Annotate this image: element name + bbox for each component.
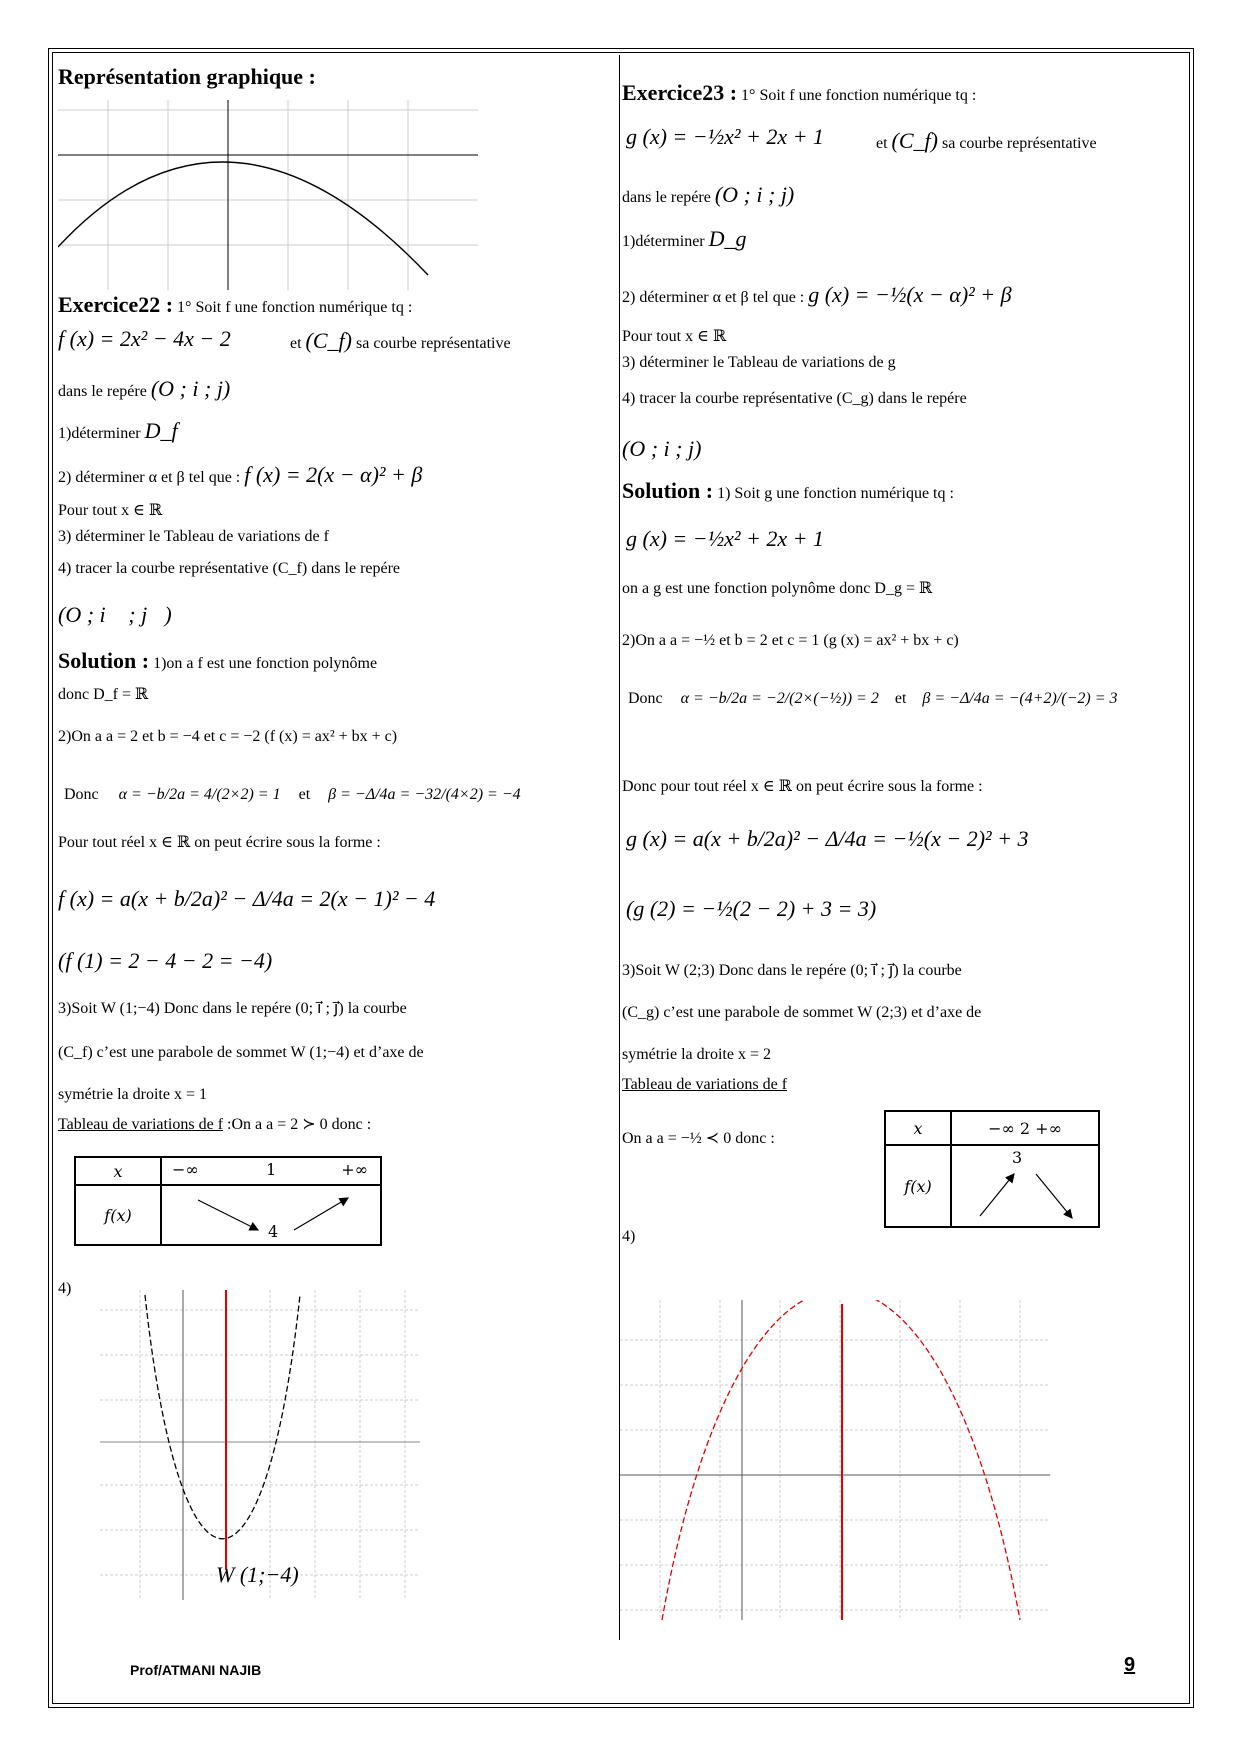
footer-author: Prof/ATMANI NAJIB: [130, 1662, 262, 1678]
ex22-q3: 3) déterminer le Tableau de variations de f: [58, 528, 329, 545]
ex22-function: f (x) = 2x² − 4x − 2: [58, 326, 231, 351]
ex23-q2-expr: g (x) = −½(x − α)² + β: [808, 282, 1012, 307]
ex22-q4-repere: (O ; i⃗ ; j⃗): [58, 602, 172, 627]
ex22-solution-1b: donc D_f = ℝ: [58, 686, 149, 703]
ex23-solution-donc: Donc: [628, 690, 663, 707]
ex23-solution-3a: 3)Soit W (2;3) Donc dans le repére (0; i⃗ ; j⃗) la courbe: [622, 962, 962, 979]
ex22-solution-1: 1)on a f est une fonction polynôme: [153, 655, 378, 672]
ex22-solution-donc: Donc: [64, 786, 99, 803]
ex23-title: Exercice23 :: [622, 80, 738, 105]
ex22-solution-check: (f (1) = 2 − 4 − 2 = −4): [58, 948, 273, 973]
ex23-solution-title: Solution :: [622, 478, 714, 503]
ex23-q1: 1)déterminer: [622, 233, 705, 250]
ex22-solution-2: 2)On a a = 2 et b = −4 et c = −2 (f (x) = ax² + bx + c): [58, 728, 398, 745]
ex23-intro: 1° Soit f une fonction numérique tq :: [741, 87, 977, 104]
ex23-solution-1: 1) Soit g une fonction numérique tq :: [717, 485, 954, 502]
ex22-table-mid: 1: [266, 1160, 277, 1179]
ex23-solution-et: et: [894, 690, 907, 707]
ex22-et: et: [290, 335, 302, 352]
ex22-intro: 1° Soit f une fonction numérique tq :: [177, 299, 413, 316]
ex22-solution-beta: β = −Δ/4a = −32/(4×2) = −4: [328, 786, 521, 803]
ex23-solution-3c: symétrie la droite x = 2: [622, 1046, 771, 1063]
graph-heading: Représentation graphique :: [58, 64, 316, 89]
ex22-parabola-graph: [100, 1290, 420, 1600]
ex22-curve-symbol: (C_f): [305, 328, 352, 353]
ex22-q4: 4) tracer la courbe représentative (C_f) dans le repére: [58, 560, 401, 577]
ex23-function: g (x) = −½x² + 2x + 1: [626, 124, 824, 149]
intro-parabola-graph: [58, 100, 478, 290]
ex23-q1-symbol: D_g: [708, 226, 747, 251]
ex23-solution-1g: g (x) = −½x² + 2x + 1: [626, 526, 824, 551]
ex22-repere-symbol: (O ; i ; j): [150, 376, 231, 401]
ex23-solution-canonical: g (x) = a(x + b/2a)² − Δ/4a = −½(x − 2)² + 3: [626, 826, 1029, 851]
ex22-solution-3a: 3)Soit W (1;−4) Donc dans le repére (0; i⃗ ; j⃗) la courbe: [58, 1000, 407, 1017]
ex22-title: Exercice22 :: [58, 292, 174, 317]
ex22-q1-symbol: D_f: [144, 418, 178, 443]
ex23-repere-text: dans le repére: [622, 189, 711, 206]
ex22-sa-courbe: sa courbe représentative: [356, 335, 511, 352]
ex23-q3: 3) déterminer le Tableau de variations de g: [622, 354, 896, 371]
ex22-variation-table: [74, 1156, 382, 1246]
ex23-q4-repere: (O ; i ; j): [622, 436, 702, 461]
ex22-table-fx: f(x): [75, 1185, 161, 1245]
footer-page-number: 9: [1124, 1654, 1136, 1676]
ex23-q2: 2) déterminer α et β tel que :: [622, 289, 805, 306]
ex22-q4-label: 4): [58, 1280, 72, 1297]
ex22-solution-et: et: [298, 786, 311, 803]
ex22-table-min-value: 4: [268, 1222, 279, 1241]
ex22-table-plus-inf: +∞: [341, 1160, 368, 1179]
ex22-solution-canonical: f (x) = a(x + b/2a)² − Δ/4a = 2(x − 1)² − 4: [58, 886, 436, 911]
ex22-solution-3b: (C_f) c’est une parabole de sommet W (1;−4) et d’axe de: [58, 1044, 424, 1061]
ex22-vertex-label: W (1;−4): [216, 1562, 299, 1587]
ex23-et: et: [876, 135, 888, 152]
ex23-variation-table: [884, 1110, 1100, 1228]
ex22-repere-text: dans le repére: [58, 383, 147, 400]
ex23-q4: 4) tracer la courbe représentative (C_g) dans le repére: [622, 390, 967, 407]
ex22-solution-pour-tout-reel: Pour tout réel x ∈ ℝ on peut écrire sous la forme :: [58, 834, 381, 851]
ex22-q2-expr: f (x) = 2(x − α)² + β: [244, 462, 423, 487]
ex23-solution-3b: (C_g) c’est une parabole de sommet W (2;3) et d’axe de: [622, 1004, 982, 1021]
ex22-q2: 2) déterminer α et β tel que :: [58, 469, 241, 486]
ex23-table-label: Tableau de variations de f: [622, 1076, 788, 1093]
ex23-table-max-value: 3: [1012, 1148, 1023, 1167]
ex22-solution-alpha: α = −b/2a = 4/(2×2) = 1: [118, 786, 281, 803]
ex22-table-x: x: [75, 1157, 161, 1185]
ex23-table-head: −∞ 2 +∞: [951, 1111, 1099, 1145]
ex23-sa-courbe: sa courbe représentative: [942, 135, 1097, 152]
ex23-solution-1b: on a g est une fonction polynôme donc D_g = ℝ: [622, 580, 933, 597]
ex22-table-label: Tableau de variations de f: [58, 1116, 224, 1133]
ex23-solution-check: (g (2) = −½(2 − 2) + 3 = 3): [626, 896, 877, 921]
ex23-curve-symbol: (C_f): [891, 128, 938, 153]
ex23-table-arrows: [952, 1146, 1102, 1228]
ex22-table-suffix: :On a a = 2 ≻ 0 donc :: [227, 1116, 372, 1133]
ex23-solution-pour-tout-reel: Donc pour tout réel x ∈ ℝ on peut écrire sous la forme :: [622, 778, 983, 795]
ex23-table-x: x: [885, 1111, 951, 1145]
ex22-table-minus-inf: −∞: [172, 1160, 199, 1179]
ex22-solution-title: Solution :: [58, 648, 150, 673]
ex23-q4-label: 4): [622, 1228, 636, 1245]
ex22-pour-tout: Pour tout x ∈ ℝ: [58, 502, 163, 519]
ex23-repere-symbol: (O ; i ; j): [714, 182, 795, 207]
ex23-parabola-graph: [620, 1300, 1050, 1620]
ex23-table-fx: f(x): [885, 1145, 951, 1227]
ex22-q1: 1)déterminer: [58, 425, 141, 442]
ex23-solution-2: 2)On a a = −½ et b = 2 et c = 1 (g (x) = ax² + bx + c): [622, 632, 959, 649]
ex22-solution-3c: symétrie la droite x = 1: [58, 1086, 207, 1103]
ex23-solution-alpha: α = −b/2a = −2/(2×(−½)) = 2: [680, 690, 879, 707]
ex23-table-on-a: On a a = −½ ≺ 0 donc :: [622, 1130, 775, 1147]
ex23-pour-tout: Pour tout x ∈ ℝ: [622, 328, 727, 345]
ex23-solution-beta: β = −Δ/4a = −(4+2)/(−2) = 3: [922, 690, 1118, 707]
